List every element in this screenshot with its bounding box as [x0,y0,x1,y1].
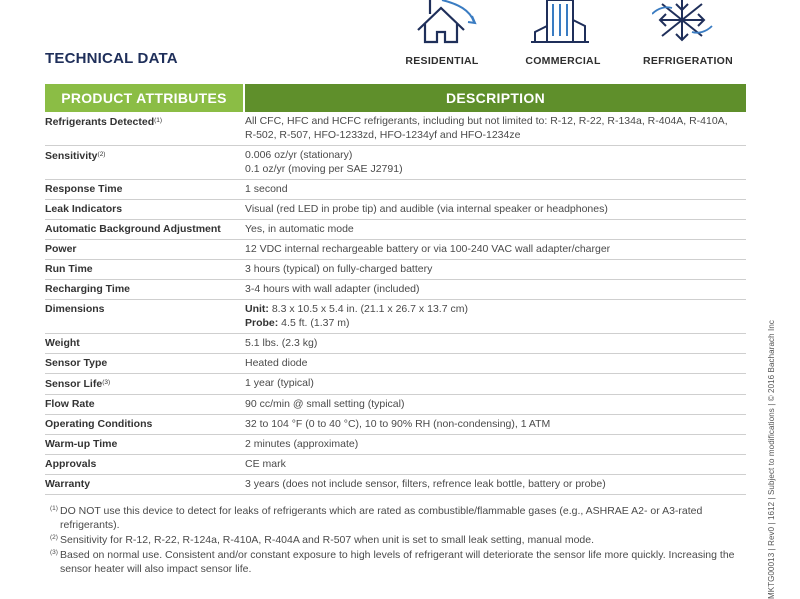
footnote-mark: (3) [50,549,58,556]
footnote-ref: (2) [97,151,106,158]
attribute-cell: Approvals [45,458,97,470]
table-row [45,475,746,495]
description-cell: 1 year (typical) [245,377,314,389]
table-row [45,395,746,415]
table-header [45,84,746,112]
table-row [45,374,746,395]
table-row [45,220,746,240]
table-row [45,415,746,435]
attribute-cell: Sensitivity$^{(2)}$ [45,150,106,162]
description-cell: Yes, in automatic mode [245,223,354,235]
table-row [45,435,746,455]
attribute-cell: Sensor Type [45,357,108,369]
commercial-label: COMMERCIAL [525,55,601,67]
attribute-cell: Automatic Background Adjustment [45,223,221,235]
table-row [45,455,746,475]
table-row [45,300,746,334]
attribute-cell: Warranty [45,478,91,490]
table-row [45,334,746,354]
table-row [45,260,746,280]
description-cell: Heated diode [245,357,308,369]
footnote-mark: (2) [50,534,58,541]
residential-label: RESIDENTIAL [405,55,479,67]
description-cell: 1 second [245,183,288,195]
footnote [50,533,740,547]
footnote-text: DO NOT use this device to detect for leaks of refrigerants which are rated as combustible/flammable gases (e.g., ASHRAE A2- or A3-rated refrigerants). [60,505,703,531]
office-building-icon [527,0,627,48]
technical-data-table [45,84,746,495]
footnote-mark: (1) [50,505,58,512]
description-cell: 5.1 lbs. (2.3 kg) [245,337,318,349]
attribute-cell: Run Time [45,263,93,275]
table-row [45,200,746,220]
footnote [50,504,740,532]
description-cell: Unit: 8.3 x 10.5 x 5.4 in. (21.1 x 26.7 x 13.7 cm) Probe: 4.5 ft. (1.37 m) [245,303,468,329]
description-cell: Visual (red LED in probe tip) and audible (via internal speaker or headphones) [245,203,608,215]
attribute-cell: Refrigerants Detected$^{(1)}$ [45,116,163,128]
footnote [50,548,740,576]
refrigeration-label: REFRIGERATION [642,55,734,67]
attribute-cell: Recharging Time [45,283,130,295]
snowflake-icon [652,0,752,48]
header-product-attributes: PRODUCT ATTRIBUTES [45,84,243,112]
table-row [45,112,746,146]
house-icon [408,0,508,48]
table-row [45,354,746,374]
section-title: TECHNICAL DATA [45,50,178,67]
attribute-cell: Power [45,243,77,255]
attribute-cell: Sensor Life$^{(3)}$ [45,378,111,390]
description-cell: 0.006 oz/yr (stationary) 0.1 oz/yr (moving per SAE J2791) [245,149,403,175]
description-cell: 2 minutes (approximate) [245,438,359,450]
description-cell: 3-4 hours with wall adapter (included) [245,283,420,295]
footnote-text: Sensitivity for R-12, R-22, R-124a, R-410A, R-404A and R-507 when unit is set to small leak setting, manual mode. [60,534,595,546]
table-row [45,180,746,200]
attribute-cell: Response Time [45,183,123,195]
attribute-cell: Leak Indicators [45,203,123,215]
description-cell: 90 cc/min @ small setting (typical) [245,398,405,410]
description-cell: All CFC, HFC and HCFC refrigerants, including but not limited to: R-12, R-22, R-134a, R-404A, R-410A, R-502, R-507, HFO-1233zd, HFO-1234yf and HFO-1234ze [245,115,728,141]
attribute-cell: Flow Rate [45,398,95,410]
attribute-cell: Dimensions [45,303,105,315]
table-row [45,280,746,300]
table-row [45,240,746,260]
description-cell: 3 years (does not include sensor, filters, refrence leak bottle, battery or probe) [245,478,606,490]
attribute-cell: Warm-up Time [45,438,118,450]
footnote-ref: (1) [154,117,163,124]
description-cell: CE mark [245,458,286,470]
footnote-ref: (3) [102,379,111,386]
footnotes [50,504,740,577]
description-cell: 32 to 104 °F (0 to 40 °C), 10 to 90% RH (non-condensing), 1 ATM [245,418,551,430]
table-row [45,146,746,180]
attribute-cell: Weight [45,337,80,349]
document-code-sidebar: MKTG00013 | Rev0 | 1612 | Subject to modifications | © 2016 Bacharach Inc [767,320,776,599]
description-cell: 12 VDC internal rechargeable battery or via 100-240 VAC wall adapter/charger [245,243,611,255]
header-description: DESCRIPTION [245,84,746,112]
footnote-text: Based on normal use. Consistent and/or constant exposure to high levels of refrigerant will deteriorate the sensor life more quickly. Increasing the sensor heater will also impact sensor life. [60,549,735,575]
description-cell: 3 hours (typical) on fully-charged battery [245,263,433,275]
attribute-cell: Operating Conditions [45,418,153,430]
